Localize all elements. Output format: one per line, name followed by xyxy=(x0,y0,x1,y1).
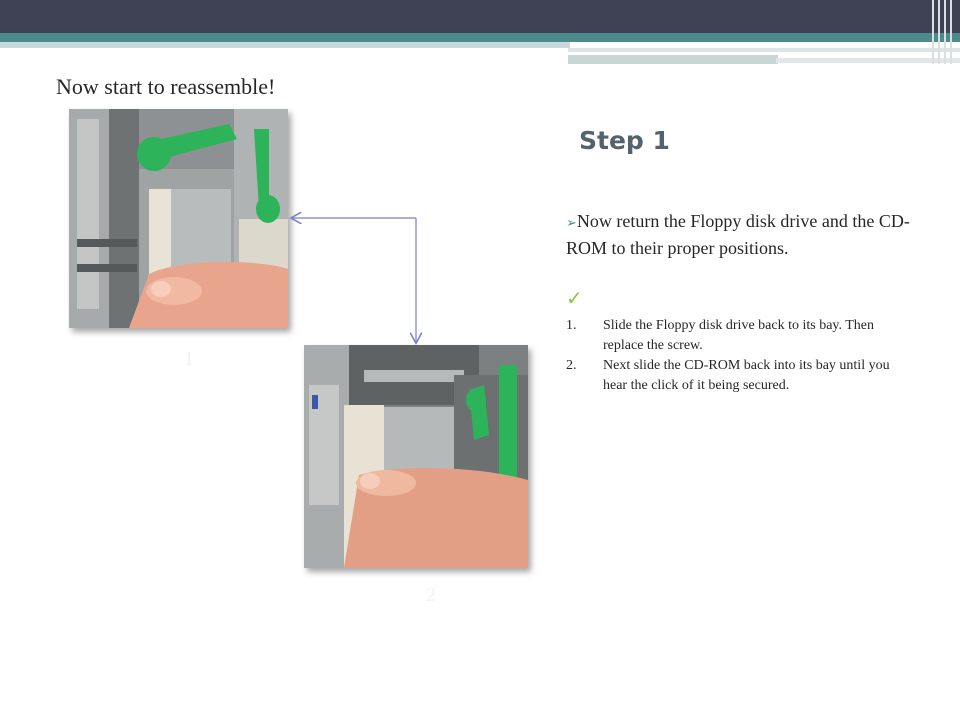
slide-title: Now start to reassemble! xyxy=(56,74,276,99)
step-number: 1. xyxy=(566,318,577,333)
arrow-bullet-icon: ➢ xyxy=(566,216,577,231)
light-accent-band xyxy=(0,42,570,48)
main-instruction-text: Now return the Floppy disk drive and the CD-ROM to their proper positions. xyxy=(566,211,910,258)
light-accent-band-3 xyxy=(568,55,778,64)
list-item xyxy=(566,356,916,396)
main-instruction xyxy=(566,209,916,261)
step-heading: Step 1 xyxy=(579,126,670,155)
cd-rom-photo xyxy=(304,345,528,568)
step-number: 2. xyxy=(566,358,577,373)
top-header-bar xyxy=(0,0,960,33)
corner-decoration xyxy=(928,0,960,64)
list-item xyxy=(566,316,916,356)
light-accent-band-2 xyxy=(568,48,960,52)
photo-caption-2: 2 xyxy=(426,584,436,606)
step-text: Slide the Floppy disk drive back to its bay. Then replace the screw. xyxy=(603,318,875,353)
teal-accent-band xyxy=(0,33,960,42)
step-list xyxy=(566,316,916,396)
floppy-drive-photo xyxy=(69,109,288,328)
photo-caption-1: 1 xyxy=(184,348,194,370)
step-text: Next slide the CD-ROM back into its bay until you hear the click of it being secured. xyxy=(603,358,890,393)
check-mark-icon: ✓ xyxy=(566,286,583,310)
